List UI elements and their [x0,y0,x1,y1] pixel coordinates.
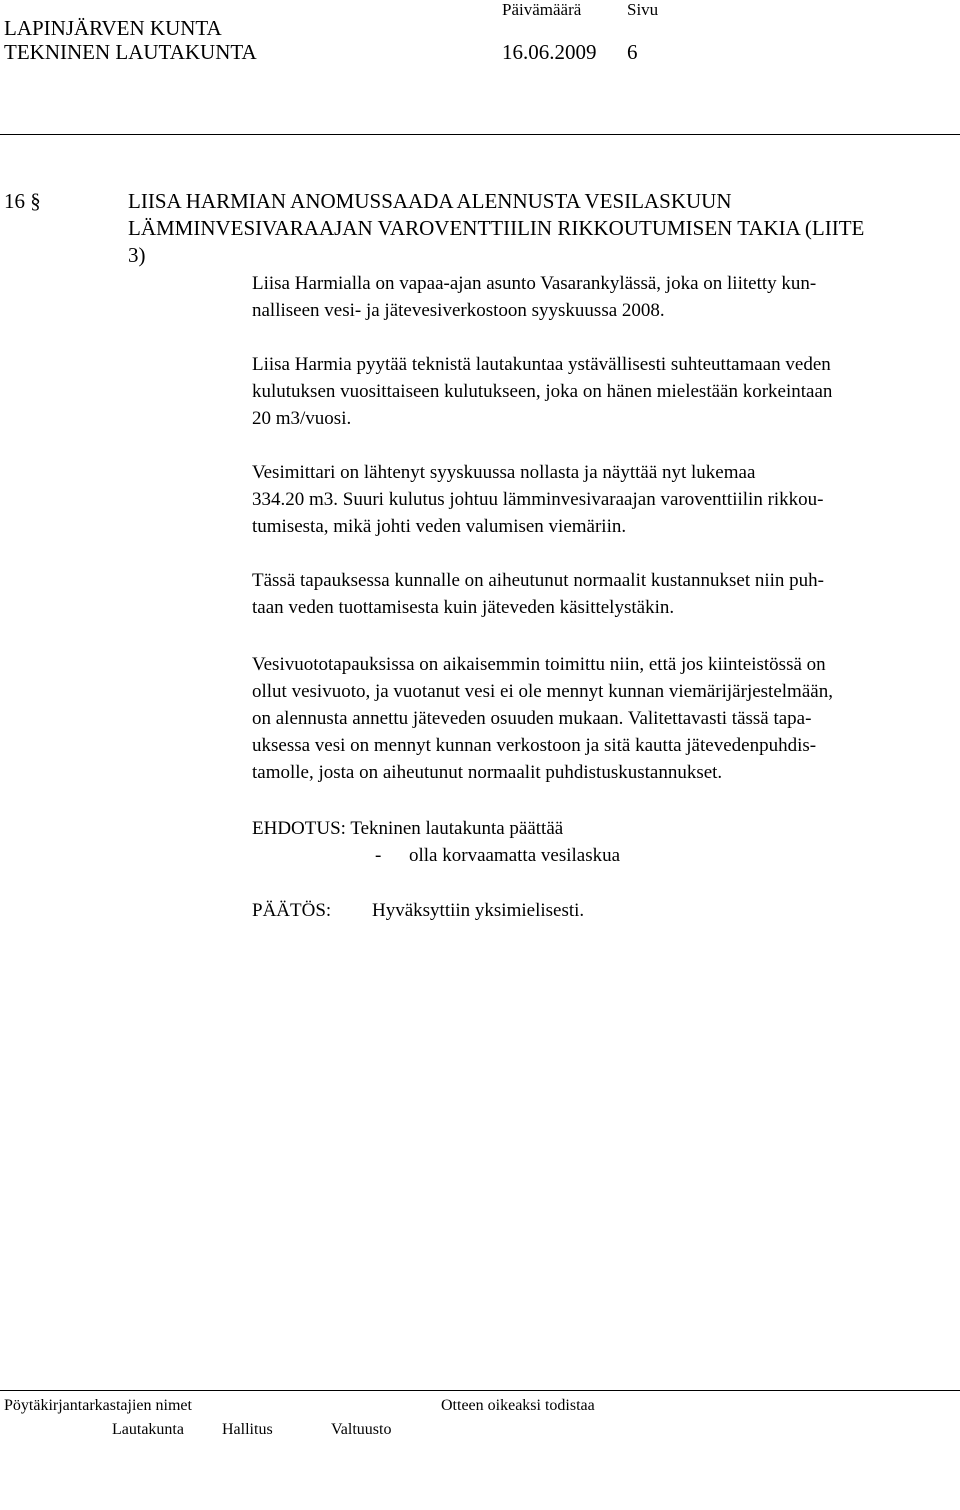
paragraph-line: on alennusta annettu jäteveden osuuden mukaan. Valitettavasti tässä tapa- [252,708,812,729]
item-number: 16 § [4,189,41,213]
paragraph-precedent [252,651,952,786]
page-label: Sivu [627,0,659,19]
decision-text: Hyväksyttiin yksimielisesti. [372,900,585,921]
page-number: 6 [627,40,638,64]
organization-name: LAPINJÄRVEN KUNTA [4,16,222,40]
date-label: Päivämäärä [502,0,582,19]
footer-body-valtuusto: Valtuusto [331,1421,392,1438]
paragraph-background [252,270,952,324]
paragraph-line: tamolle, josta on aiheutunut normaalit puhdistuskustannukset. [252,762,723,783]
proposal-dash: - [375,845,382,866]
paragraph-meter [252,459,952,540]
header-divider [0,134,960,135]
paragraph-request [252,351,952,432]
decision-label: PÄÄTÖS: [252,900,332,921]
paragraph-line: Liisa Harmialla on vapaa-ajan asunto Vasarankylässä, joka on liitetty kun- [252,273,817,294]
board-name: TEKNINEN LAUTAKUNTA [4,40,257,64]
certified-label: Otteen oikeaksi todistaa [441,1397,595,1414]
meeting-date: 16.06.2009 [502,40,597,64]
paragraph-line: nalliseen vesi- ja jätevesiverkostoon syyskuussa 2008. [252,300,665,321]
proposal-item: olla korvaamatta vesilaskua [409,845,621,866]
footer-body-hallitus: Hallitus [222,1421,273,1438]
paragraph-line: Tässä tapauksessa kunnalle on aiheutunut normaalit kustannukset niin puh- [252,570,824,591]
checkers-label: Pöytäkirjantarkastajien nimet [4,1397,192,1414]
proposal-label: EHDOTUS: Tekninen lautakunta päättää [252,818,564,839]
paragraph-line: 334.20 m3. Suuri kulutus johtuu lämminvesivaraajan varoventtiilin rikkou- [252,489,824,510]
paragraph-line: tumisesta, mikä johti veden valumisen viemäriin. [252,516,627,537]
item-title-line: LÄMMINVESIVARAAJAN VAROVENTTIILIN RIKKOUTUMISEN TAKIA (LIITE [128,216,865,240]
paragraph-line: 20 m3/vuosi. [252,408,352,429]
paragraph-line: ollut vesivuoto, ja vuotanut vesi ei ole mennyt kunnan viemärijärjestelmään, [252,681,833,702]
footer-body-lautakunta: Lautakunta [112,1421,184,1438]
paragraph-line: Vesivuototapauksissa on aikaisemmin toimittu niin, että jos kiinteistössä on [252,654,826,675]
footer-divider [0,1390,960,1391]
paragraph-line: Vesimittari on lähtenyt syyskuussa nollasta ja näyttää nyt lukemaa [252,462,756,483]
item-title-line: 3) [128,243,146,267]
paragraph-line: taan veden tuottamisesta kuin jäteveden käsittelystäkin. [252,597,675,618]
item-title-line: LIISA HARMIAN ANOMUSSAADA ALENNUSTA VESILASKUUN [128,189,732,213]
paragraph-costs [252,567,952,621]
item-title [128,188,864,269]
paragraph-line: uksessa vesi on mennyt kunnan verkostoon ja sitä kautta jätevedenpuhdis- [252,735,817,756]
paragraph-line: Liisa Harmia pyytää teknistä lautakuntaa ystävällisesti suhteuttamaan veden [252,354,831,375]
paragraph-line: kulutuksen vuosittaiseen kulutukseen, joka on hänen mielestään korkeintaan [252,381,833,402]
